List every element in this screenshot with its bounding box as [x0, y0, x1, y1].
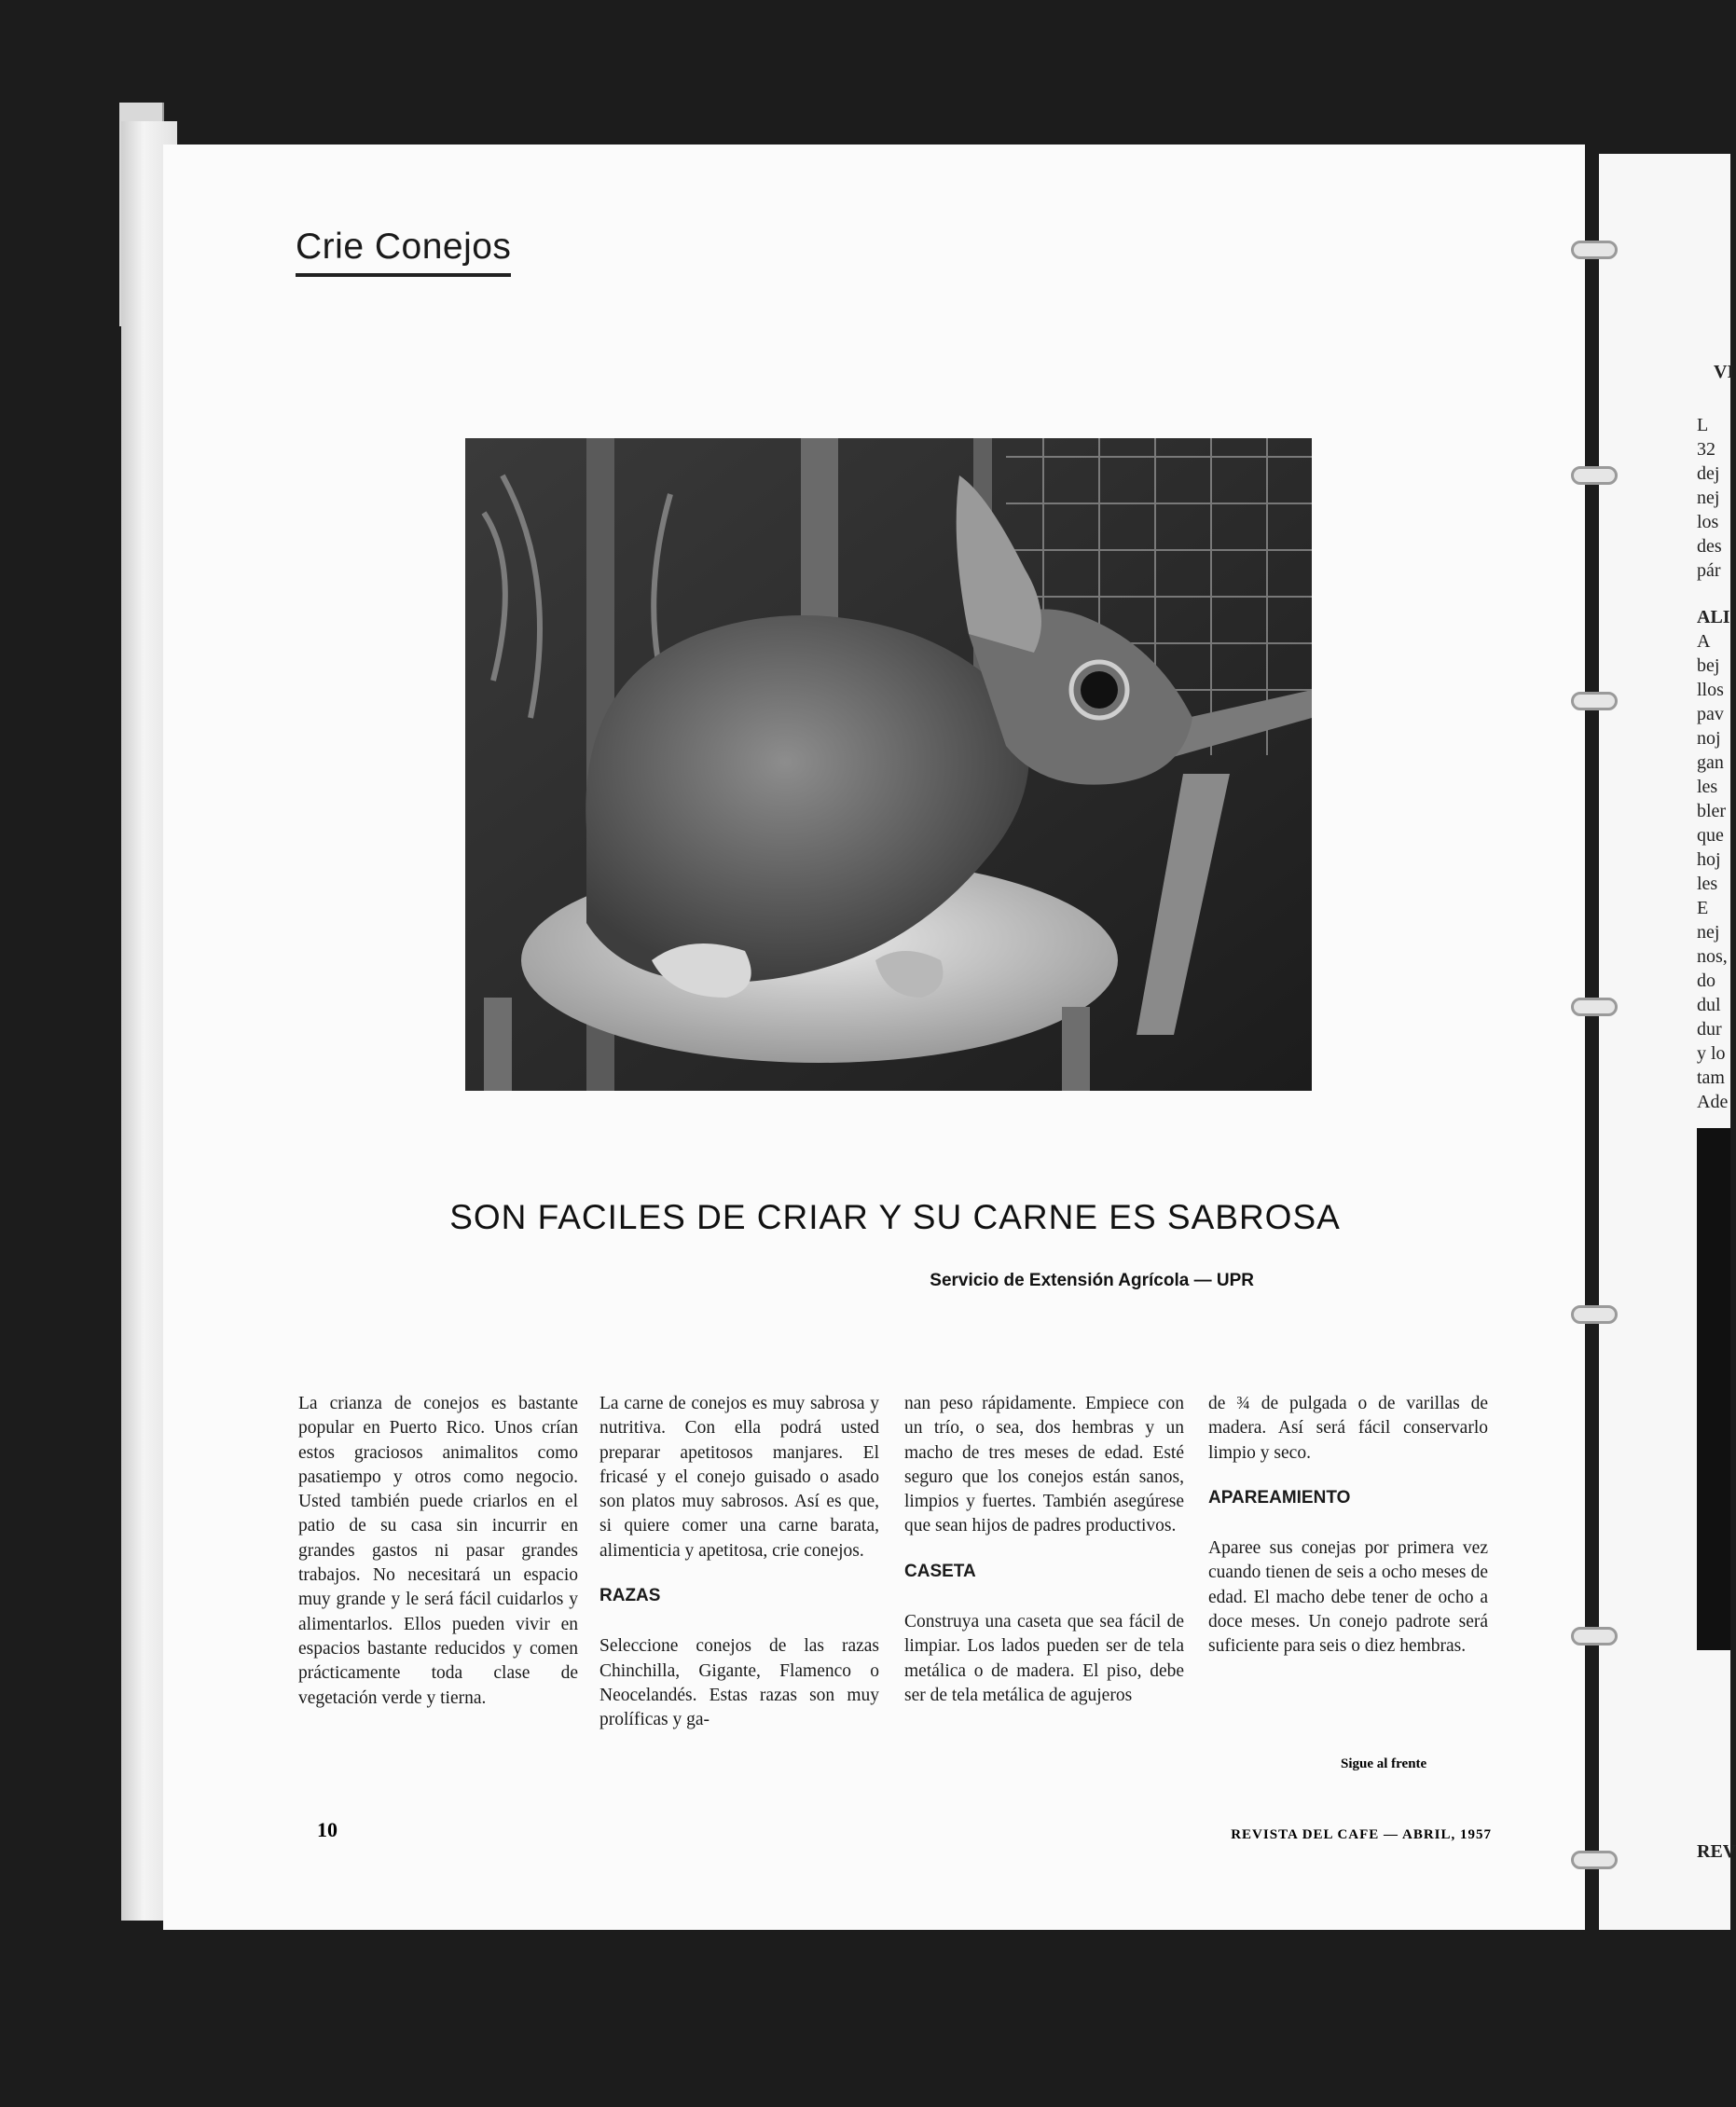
facing-page-fragment: nej: [1697, 488, 1720, 508]
article-column-3: [904, 1392, 1184, 1708]
facing-page-fragment: bej: [1697, 655, 1720, 676]
article-headline: SON FACILES DE CRIAR Y SU CARNE ES SABROSA: [449, 1198, 1341, 1236]
binder-ring: [1571, 998, 1618, 1016]
facing-page-fragment: tam: [1697, 1067, 1725, 1088]
binder-ring: [1571, 1305, 1618, 1324]
facing-page-fragment: VI: [1714, 362, 1735, 382]
facing-page-fragment: E: [1697, 898, 1709, 918]
column-4-paragraph: de ¾ de pulgada o de varillas de madera. Así será fácil conservarlo limpio y seco.: [1208, 1394, 1488, 1463]
binder-ring: [1571, 1851, 1618, 1869]
article-column-4: [1208, 1392, 1488, 1659]
facing-page: [1599, 154, 1730, 1930]
facing-page-fragment: pav: [1697, 704, 1724, 724]
column-2-paragraph-2: Seleccione conejos de las razas Chinchilla, Gigante, Flamenco o Neocelandés. Estas razas son muy prolíficas y ga-: [599, 1636, 879, 1730]
facing-page-fragment: L: [1697, 415, 1709, 435]
binder-ring: [1571, 241, 1618, 259]
facing-page-fragment: REV: [1697, 1841, 1736, 1862]
continued-note: Sigue al frente: [1341, 1756, 1427, 1771]
facing-page-fragment: pár: [1697, 560, 1721, 581]
facing-page-fragment: A: [1697, 631, 1711, 652]
facing-page-fragment: 32: [1697, 439, 1715, 460]
page-number: 10: [317, 1818, 338, 1841]
facing-page-fragment: ALI: [1697, 607, 1730, 627]
binder-ring: [1571, 466, 1618, 485]
section-label: Crie Conejos: [296, 227, 511, 277]
facing-page-fragment: que: [1697, 825, 1724, 846]
page-footer: REVISTA DEL CAFE — ABRIL, 1957: [1231, 1827, 1492, 1842]
subheading-caseta: CASETA: [904, 1561, 976, 1581]
facing-page-fragment: noj: [1697, 728, 1721, 749]
facing-page-fragment: dur: [1697, 1019, 1722, 1040]
rabbit-photo: [465, 438, 1312, 1091]
facing-page-fragment: les: [1697, 777, 1718, 797]
column-1-paragraph: La crianza de conejos es bastante popular en Puerto Rico. Unos crían estos graciosos animalitos como pasatiempo y otros como negocio. Usted también puede criarlos en el patio de su casa sin incurrir en grandes gastos ni pasar grandes trabajos. No necesitará un espacio muy grande y le será fácil cuidarlos y alimentarlos. Ellos pueden vivir en espacios bastante reducidos y comen prácticamente toda clase de vegetación verde y tierna.: [298, 1394, 578, 1708]
binder-ring: [1571, 692, 1618, 710]
article-column-2: [599, 1392, 879, 1733]
binder-ring: [1571, 1627, 1618, 1646]
facing-page-fragment: do: [1697, 971, 1715, 991]
article-column-1: [298, 1392, 578, 1711]
facing-page-fragment: y lo: [1697, 1043, 1726, 1064]
column-2-paragraph: La carne de conejos es muy sabrosa y nutritiva. Con ella podrá usted preparar apetitosos manjares. El fricasé y el conejo guisado o asado son platos muy sabrosos. Así es que, si quiere comer una carne barata, alimenticia y apetitosa, crie conejos.: [599, 1394, 879, 1561]
facing-page-fragment: des: [1697, 536, 1722, 557]
subheading-apareamiento: APAREAMIENTO: [1208, 1487, 1351, 1508]
facing-page-fragment: dul: [1697, 995, 1721, 1015]
facing-page-fragment: bler: [1697, 801, 1727, 821]
facing-page-photo: [1697, 1128, 1730, 1650]
subheading-razas: RAZAS: [599, 1586, 661, 1606]
column-4-paragraph-2: Aparee sus conejas por primera vez cuando tienen de seis a ocho meses de edad. El macho debe tener de ocho a doce meses. Un conejo padrote será suficiente para seis o diez hembras.: [1208, 1538, 1488, 1657]
facing-page-fragment: hoj: [1697, 849, 1721, 870]
facing-page-fragment: dej: [1697, 463, 1720, 484]
column-3-paragraph: nan peso rápidamente. Empiece con un trío, o sea, dos hembras y un macho de tres meses de edad. Esté seguro que los conejos están sanos, limpios y fuertes. También asegúrese que sean hijos de padres productivos.: [904, 1394, 1184, 1536]
facing-page-fragment: nos,: [1697, 946, 1728, 967]
facing-page-fragment: los: [1697, 512, 1719, 532]
facing-page-fragment: Ade: [1697, 1092, 1729, 1112]
column-3-paragraph-2: Construya una caseta que sea fácil de limpiar. Los lados pueden ser de tela metálica o de madera. El piso, debe ser de tela metálica de agujeros: [904, 1612, 1184, 1705]
facing-page-fragment: llos: [1697, 680, 1724, 700]
facing-page-fragment: les: [1697, 874, 1718, 894]
rabbit-illustration: [465, 438, 1312, 1091]
facing-page-fragment: nej: [1697, 922, 1720, 943]
facing-page-fragment: gan: [1697, 752, 1724, 773]
article-byline: Servicio de Extensión Agrícola — UPR: [930, 1271, 1254, 1290]
